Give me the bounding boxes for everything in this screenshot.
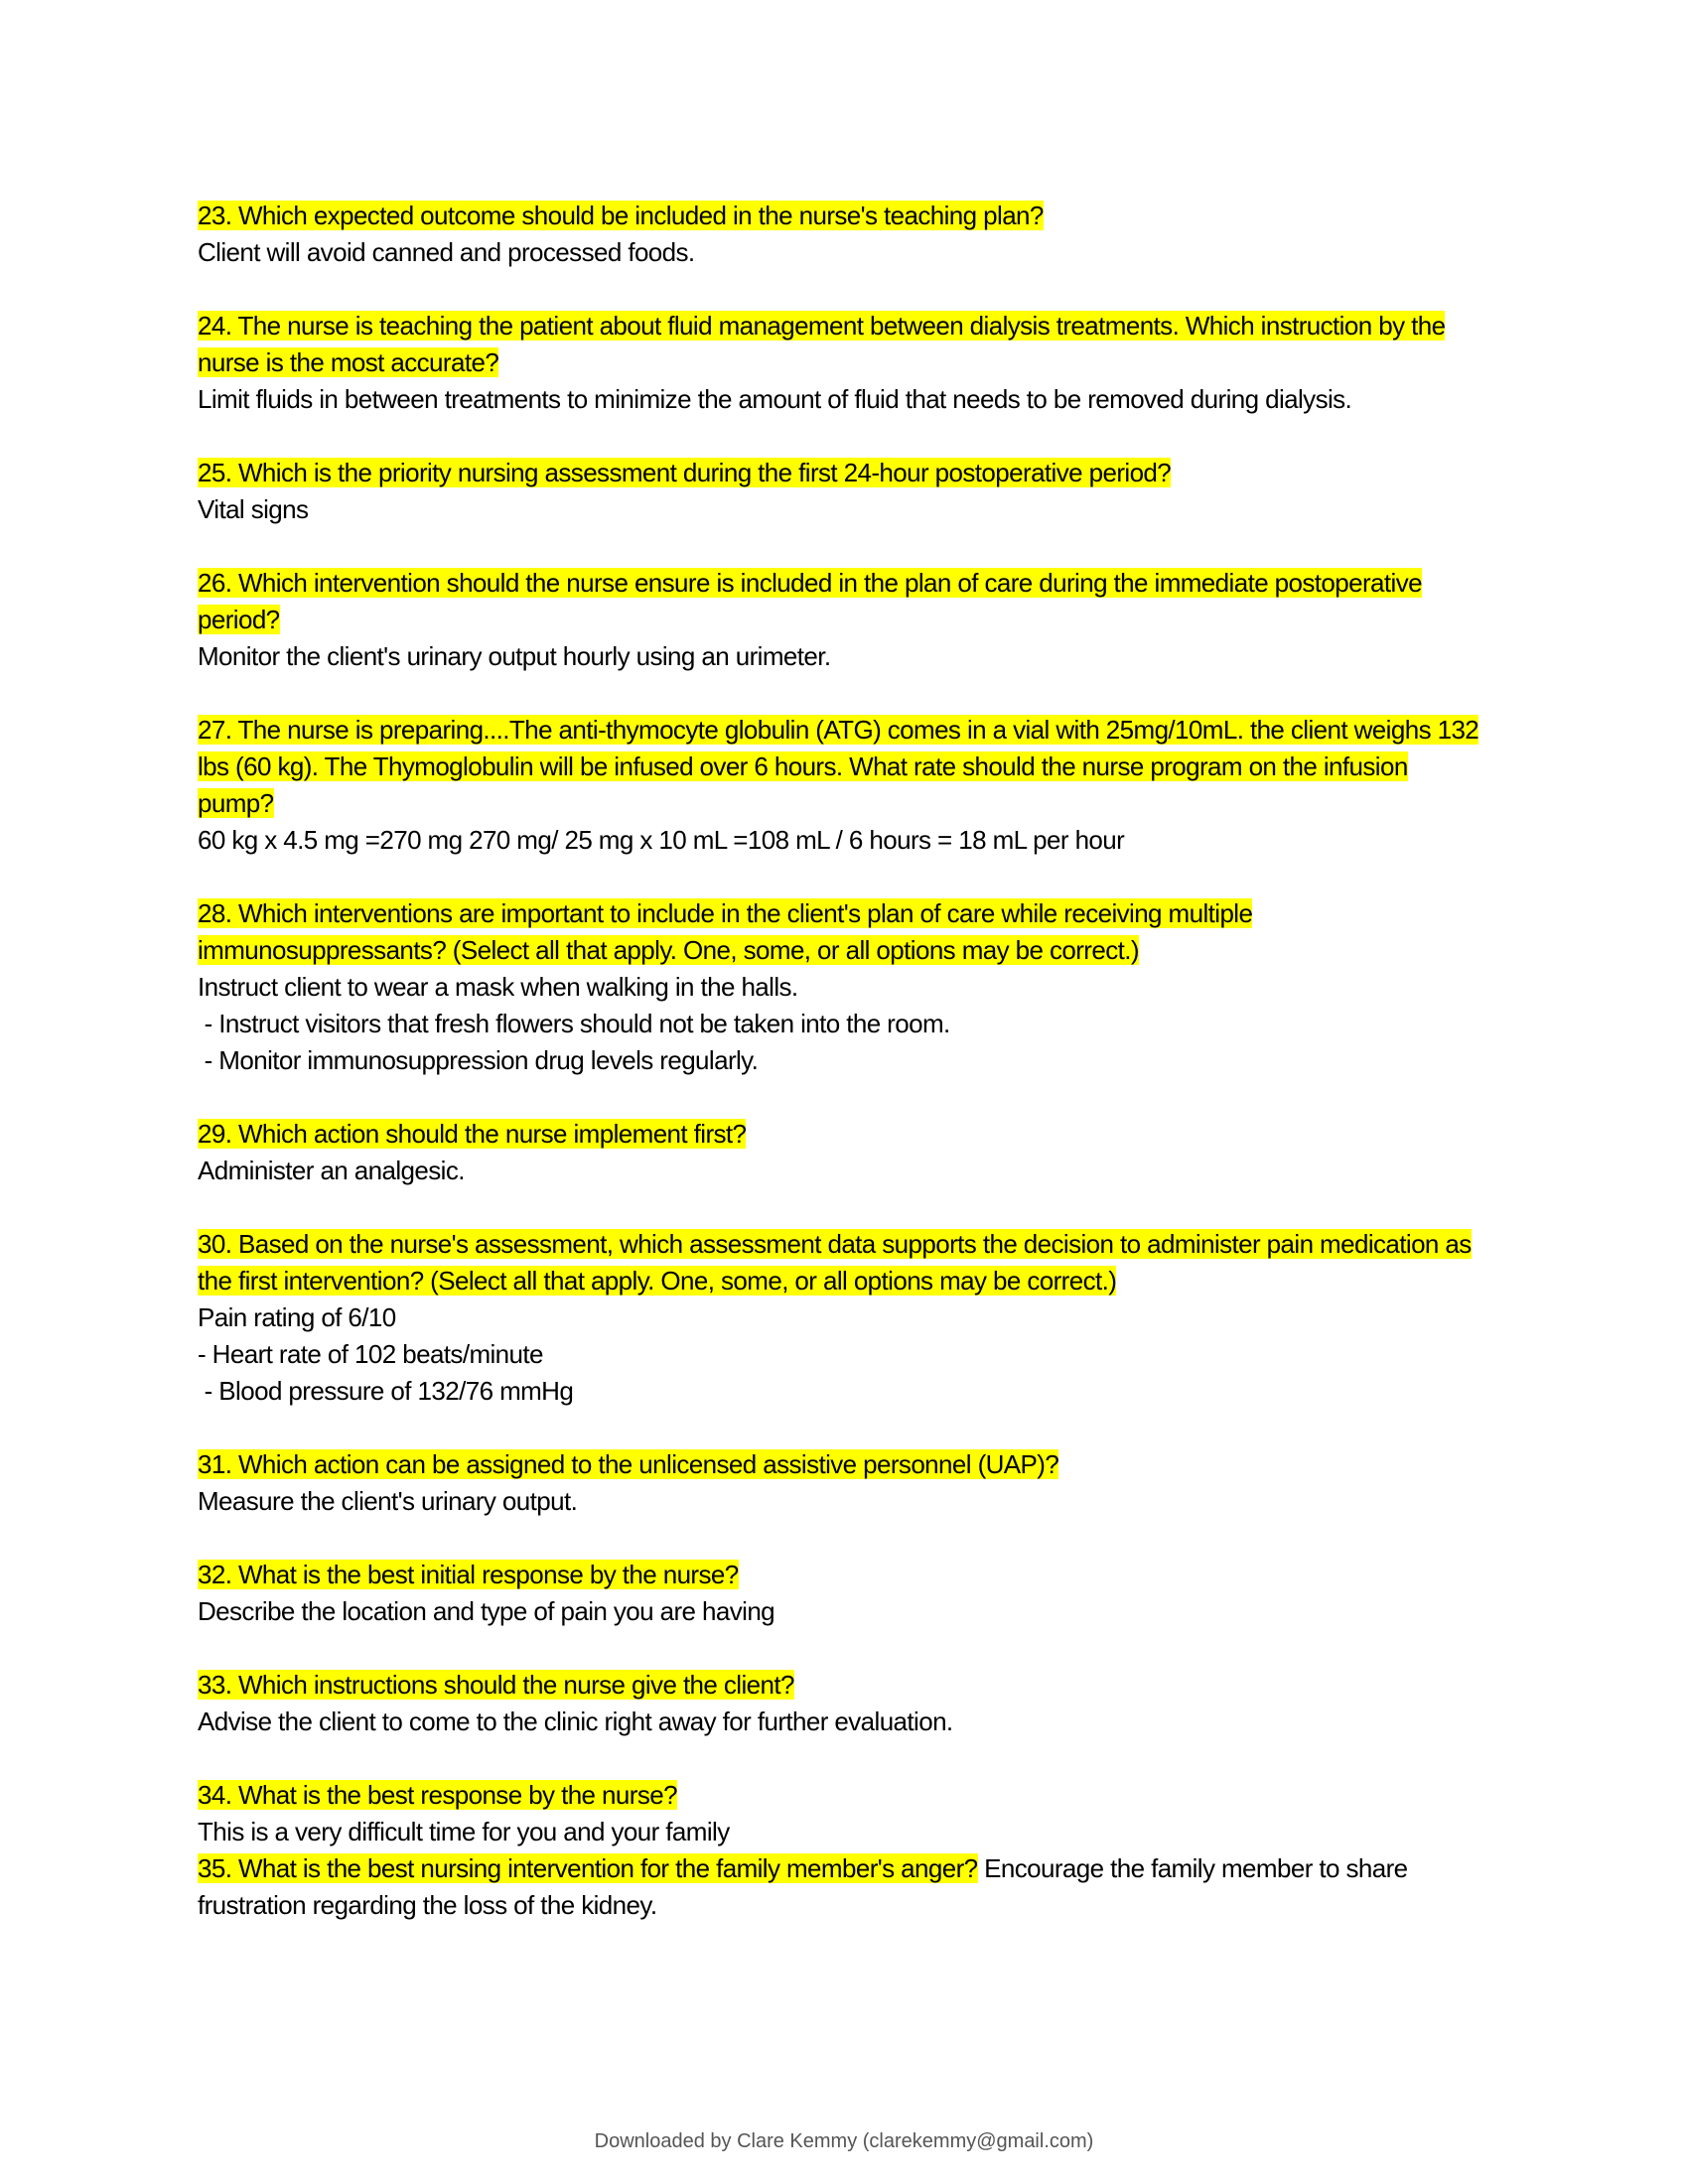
answer-text: 60 kg x 4.5 mg =270 mg 270 mg/ 25 mg x 10 mL =108 mL / 6 hours = 18 mL per hour — [198, 825, 1125, 855]
qa-item-35 — [198, 1850, 1488, 1924]
qa-item-28 — [198, 895, 1488, 1079]
qa-item-32 — [198, 1557, 1488, 1630]
question-text: 24. The nurse is teaching the patient about fluid management between dialysis treatments. Which instruction by the nurse is the most accurate? — [198, 311, 1446, 377]
answer-text: Limit fluids in between treatments to minimize the amount of fluid that needs to be removed during dialysis. — [198, 384, 1352, 414]
qa-item-26 — [198, 565, 1488, 675]
question-text: 23. Which expected outcome should be included in the nurse's teaching plan? — [198, 201, 1044, 230]
answer-text: Measure the client's urinary output. — [198, 1486, 578, 1516]
qa-item-34 — [198, 1777, 1488, 1850]
question-text: 25. Which is the priority nursing assessment during the first 24-hour postoperative period? — [198, 458, 1172, 487]
qa-item-25 — [198, 455, 1488, 528]
question-text: 33. Which instructions should the nurse give the client? — [198, 1670, 794, 1700]
qa-item-23 — [198, 198, 1488, 271]
question-text: 35. What is the best nursing intervention for the family member's anger? — [198, 1853, 978, 1883]
question-text: 30. Based on the nurse's assessment, which assessment data supports the decision to administer pain medication as the first intervention? (Select all that apply. One, some, or all options may be correct.) — [198, 1229, 1472, 1296]
answer-text: Instruct client to wear a mask when walking in the halls. — [198, 972, 798, 1002]
qa-item-27 — [198, 712, 1488, 859]
question-text: 32. What is the best initial response by the nurse? — [198, 1560, 739, 1589]
answer-text: - Heart rate of 102 beats/minute — [198, 1339, 543, 1369]
answer-text: This is a very difficult time for you and your family — [198, 1817, 730, 1846]
answer-text: Describe the location and type of pain you are having — [198, 1596, 775, 1626]
answer-text: Advise the client to come to the clinic right away for further evaluation. — [198, 1706, 953, 1736]
question-text: 28. Which interventions are important to include in the client's plan of care while receiving multiple immunosuppressants? (Select all that apply. One, some, or all options may be correct.) — [198, 898, 1253, 965]
answer-text: Client will avoid canned and processed foods. — [198, 237, 695, 267]
answer-text: Monitor the client's urinary output hourly using an urimeter. — [198, 641, 831, 671]
document-page — [198, 198, 1488, 1961]
qa-item-30 — [198, 1226, 1488, 1410]
qa-item-24 — [198, 308, 1488, 418]
question-text: 31. Which action can be assigned to the unlicensed assistive personnel (UAP)? — [198, 1449, 1059, 1479]
download-footer: Downloaded by Clare Kemmy (clarekemmy@gmail.com) — [594, 2130, 1094, 2152]
qa-item-33 — [198, 1667, 1488, 1740]
answer-text: Administer an analgesic. — [198, 1156, 465, 1185]
qa-item-31 — [198, 1446, 1488, 1520]
question-text: 27. The nurse is preparing....The anti-thymocyte globulin (ATG) comes in a vial with 25mg/10mL. the client weighs 132 lbs (60 kg). The Thymoglobulin will be infused over 6 hours. What rate should the nurse program on the infusion pump? — [198, 715, 1479, 818]
answer-text: - Blood pressure of 132/76 mmHg — [198, 1376, 574, 1406]
question-text: 34. What is the best response by the nurse? — [198, 1780, 677, 1810]
answer-text: - Instruct visitors that fresh flowers should not be taken into the room. — [198, 1009, 950, 1038]
answer-text: - Monitor immunosuppression drug levels regularly. — [198, 1045, 759, 1075]
answer-text: Vital signs — [198, 494, 309, 524]
answer-text: Pain rating of 6/10 — [198, 1302, 396, 1332]
question-text: 26. Which intervention should the nurse ensure is included in the plan of care during the immediate postoperative period? — [198, 568, 1422, 634]
qa-item-29 — [198, 1116, 1488, 1189]
question-text: 29. Which action should the nurse implement first? — [198, 1119, 747, 1149]
answer-text: Encourage the family member to share frustration regarding the loss of the kidney. — [198, 1853, 1408, 1920]
